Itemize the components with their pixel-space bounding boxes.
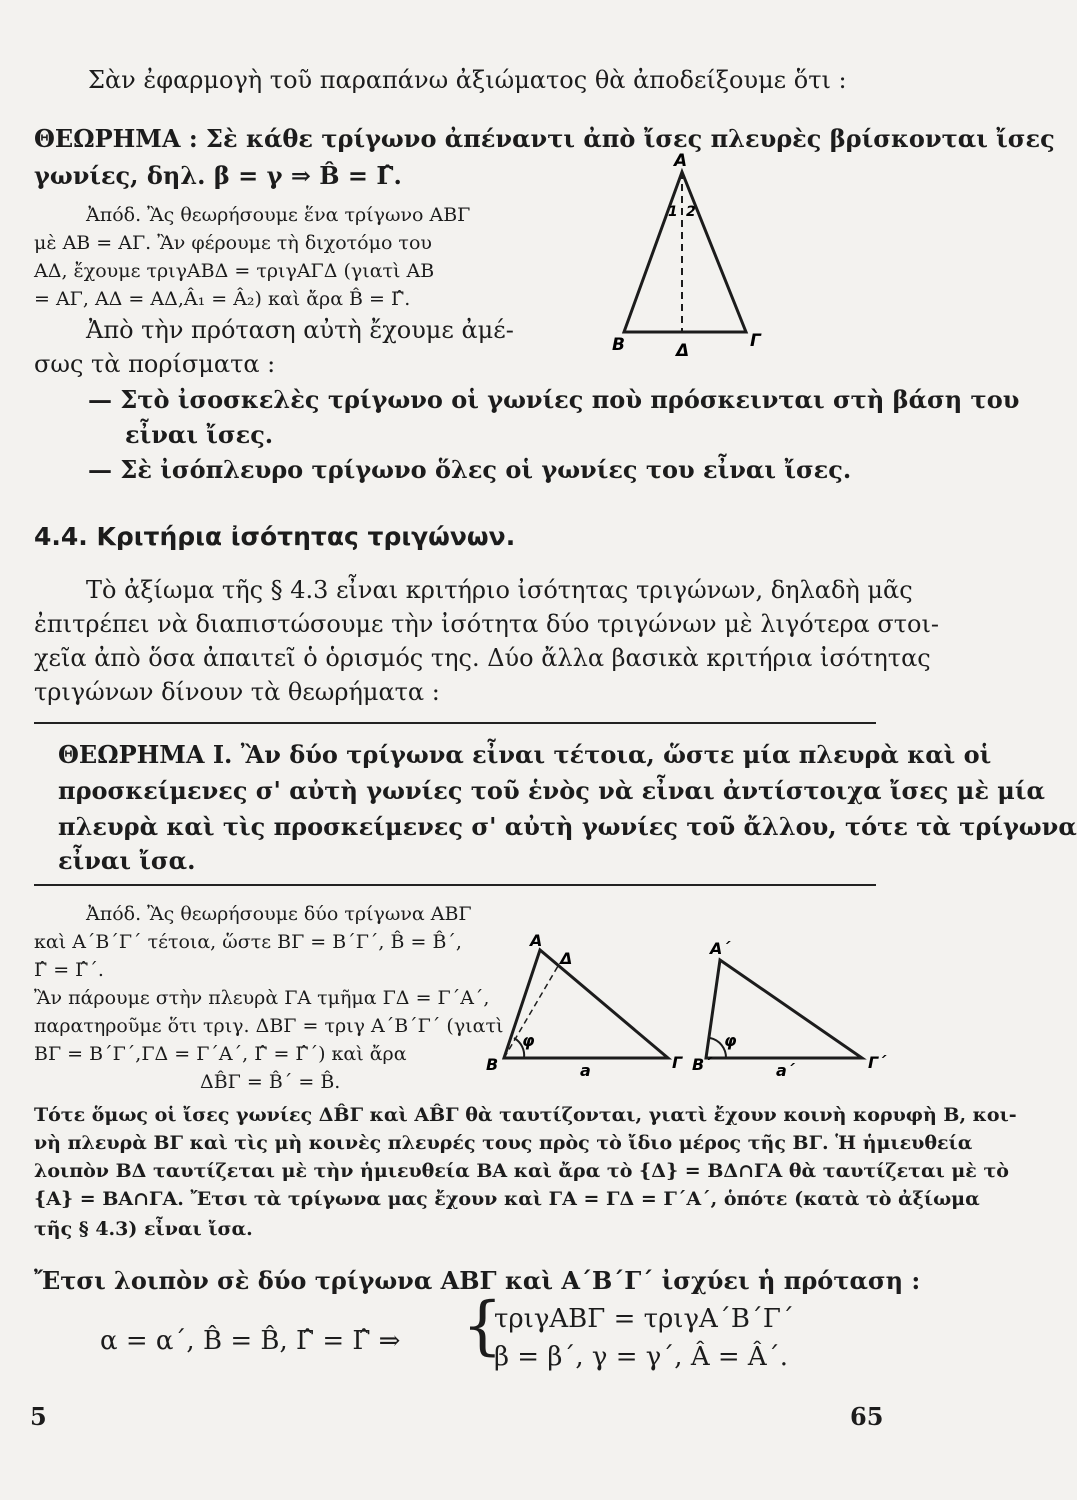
corollary-line: — Σὲ ἰσόπλευρο τρίγωνο ὅλες οἱ γωνίες του εἶναι ἴσες. <box>88 455 852 484</box>
theorem-1-line: ΘΕΩΡΗΜΑ Ι. Ἂν δύο τρίγωνα εἶναι τέτοια, ὥστε μία πλευρὰ καὶ οἱ <box>58 740 992 769</box>
proof-2-line: ΔB̂Γ = B̂΄ = B̂. <box>200 1071 341 1093</box>
angle-label-phi: φ <box>522 1031 535 1050</box>
theorem-top-rule <box>34 722 876 724</box>
page-number: 65 <box>850 1402 884 1431</box>
proof-line: = ΑΓ, ΑΔ = ΑΔ,Â₁ = Â₂) καὶ ἄρα B̂ = Γ̂. <box>34 288 411 310</box>
corollary-intro-line: σως τὰ πορίσματα : <box>34 350 276 378</box>
theorem-statement-line-2: γωνίες, δηλ. β = γ ⇒ B̂ = Γ̂. <box>34 161 402 190</box>
proof-line: Ἀπόδ. Ἂς θεωρήσουμε ἕνα τρίγωνο ΑΒΓ <box>86 204 471 226</box>
triangle-abg <box>624 172 746 332</box>
formula-hypothesis: α = α΄, B̂ = B̂, Γ̂ = Γ̂ ⇒ <box>100 1326 401 1356</box>
proof-line: ΑΔ, ἔχουμε τριγΑΒΔ = τριγΑΓΔ (γιατὶ ΑΒ <box>34 260 435 282</box>
corollary-intro-line: Ἀπὸ τὴν πρόταση αὐτὴ ἔχουμε ἀμέ- <box>86 316 514 344</box>
formula-conclusion-1: τριγΑΒΓ = τριγΑ΄Β΄Γ΄ <box>494 1304 794 1334</box>
proof-2-continued-line: Τότε ὅμως οἱ ἴσες γωνίες ΔB̂Γ καὶ ΑB̂Γ θὰ ταυτίζονται, γιατὶ ἔχουν κοινὴ κορυφὴ Β, κοι- <box>34 1104 1017 1126</box>
conclusion-text: Ἔτσι λοιπὸν σὲ δύο τρίγωνα ΑΒΓ καὶ Α΄Β΄Γ΄ ἰσχύει ἡ πρόταση : <box>34 1266 921 1295</box>
proof-2-line: ΒΓ = Β΄Γ΄,ΓΔ = Γ΄Α΄, Γ̂ = Γ̂΄) καὶ ἄρα <box>34 1043 407 1065</box>
side-label-a-prime: a΄ <box>776 1061 794 1080</box>
angle-label-1: 1 <box>668 204 678 220</box>
side-label-a: a <box>580 1061 591 1080</box>
theorem-1-line: πλευρὰ καὶ τὶς προσκείμενες σ' αὐτὴ γωνίες τοῦ ἄλλου, τότε τὰ τρίγωνα <box>58 812 1077 841</box>
signature-mark: 5 <box>30 1402 47 1431</box>
theorem-bottom-rule <box>34 884 876 886</box>
theorem-1-line: προσκείμενες σ' αὐτὴ γωνίες τοῦ ἑνὸς νὰ εἶναι ἀντίστοιχα ἴσες μὲ μία <box>58 776 1045 805</box>
proof-2-line: καὶ Α΄Β΄Γ΄ τέτοια, ὥστε ΒΓ = Β΄Γ΄, B̂ = B̂΄, <box>34 931 462 953</box>
theorem-statement-line-1: ΘΕΩΡΗΜΑ : Σὲ κάθε τρίγωνο ἀπέναντι ἀπὸ ἴσες πλευρὲς βρίσκονται ἴσες <box>34 124 1055 153</box>
formula-brace: { <box>462 1289 503 1363</box>
vertex-label-g: Γ <box>750 331 761 351</box>
corollary-line: εἶναι ἴσες. <box>125 420 274 449</box>
vertex-label-g-prime: Γ΄ <box>868 1053 886 1072</box>
angle-label-phi-prime: φ <box>724 1031 737 1050</box>
corollary-line: — Στὸ ἰσοσκελὲς τρίγωνο οἱ γωνίες ποὺ πρόσκεινται στὴ βάση του <box>88 385 1020 414</box>
proof-2-line: Ἂν πάρουμε στὴν πλευρὰ ΓΑ τμῆμα ΓΔ = Γ΄Α΄, <box>34 987 490 1009</box>
two-triangles-figure <box>480 930 900 1080</box>
section-paragraph-line: τριγώνων δίνουν τὰ θεωρήματα : <box>34 678 440 706</box>
vertex-label-b: B <box>612 335 625 355</box>
proof-2-continued-line: {Α} = ΒΑ∩ΓΑ. Ἔτσι τὰ τρίγωνα μας ἔχουν καὶ ΓΑ = ΓΔ = Γ΄Α΄, ὁπότε (κατὰ τὸ ἀξίωμα <box>34 1188 980 1210</box>
section-paragraph-line: Τὸ ἀξίωμα τῆς § 4.3 εἶναι κριτήριο ἰσότητας τριγώνων, δηλαδὴ μᾶς <box>86 576 913 604</box>
proof-2-line: Γ̂ = Γ̂΄. <box>34 959 104 981</box>
vertex-label-b: B <box>486 1055 499 1074</box>
vertex-label-b-prime: B΄ <box>692 1055 712 1074</box>
section-paragraph-line: χεῖα ἀπὸ ὅσα ἀπαιτεῖ ὁ ὁρισμός της. Δύο ἄλλα βασικὰ κριτήρια ἰσότητας <box>34 644 931 672</box>
section-paragraph-line: ἐπιτρέπει νὰ διαπιστώσουμε τὴν ἰσότητα δύο τριγώνων μὲ λιγότερα στοι- <box>34 610 940 638</box>
theorem-1-line: εἶναι ἴσα. <box>58 846 196 875</box>
proof-line: μὲ ΑΒ = ΑΓ. Ἂν φέρουμε τὴ διχοτόμο του <box>34 232 432 254</box>
point-label-d: Δ <box>560 949 573 968</box>
section-title: 4.4. Κριτήρια ἰσότητας τριγώνων. <box>34 522 516 551</box>
proof-2-continued-line: τῆς § 4.3) εἶναι ἴσα. <box>34 1218 253 1240</box>
vertex-label-g: Γ <box>672 1053 683 1072</box>
proof-2-continued-line: λοιπὸν ΒΔ ταυτίζεται μὲ τὴν ἡμιευθεία ΒΑ καὶ ἄρα τὸ {Δ} = ΒΔ∩ΓΑ θὰ ταυτίζεται μὲ τὸ <box>34 1160 1009 1182</box>
vertex-label-a: A <box>530 931 543 950</box>
formula-conclusion-2: β = β΄, γ = γ΄, Â = Â΄. <box>494 1342 788 1372</box>
isosceles-triangle-figure <box>600 150 800 360</box>
vertex-label-d: Δ <box>676 341 690 361</box>
proof-2-line: παρατηροῦμε ὅτι τριγ. ΔΒΓ = τριγ Α΄Β΄Γ΄ (γιατὶ <box>34 1015 504 1037</box>
vertex-label-a-prime: A΄ <box>710 939 730 958</box>
intro-text: Σὰν ἐφαρμογὴ τοῦ παραπάνω ἀξιώματος θὰ ἀποδείξουμε ὅτι : <box>88 66 847 94</box>
angle-label-2: 2 <box>686 204 696 220</box>
vertex-label-a: A <box>674 151 688 171</box>
proof-2-continued-line: νὴ πλευρὰ ΒΓ καὶ τὶς μὴ κοινὲς πλευρές τους πρὸς τὸ ἴδιο μέρος τῆς ΒΓ. Ἡ ἡμιευθεία <box>34 1132 973 1154</box>
proof-2-line: Ἀπόδ. Ἂς θεωρήσουμε δύο τρίγωνα ΑΒΓ <box>86 903 472 925</box>
